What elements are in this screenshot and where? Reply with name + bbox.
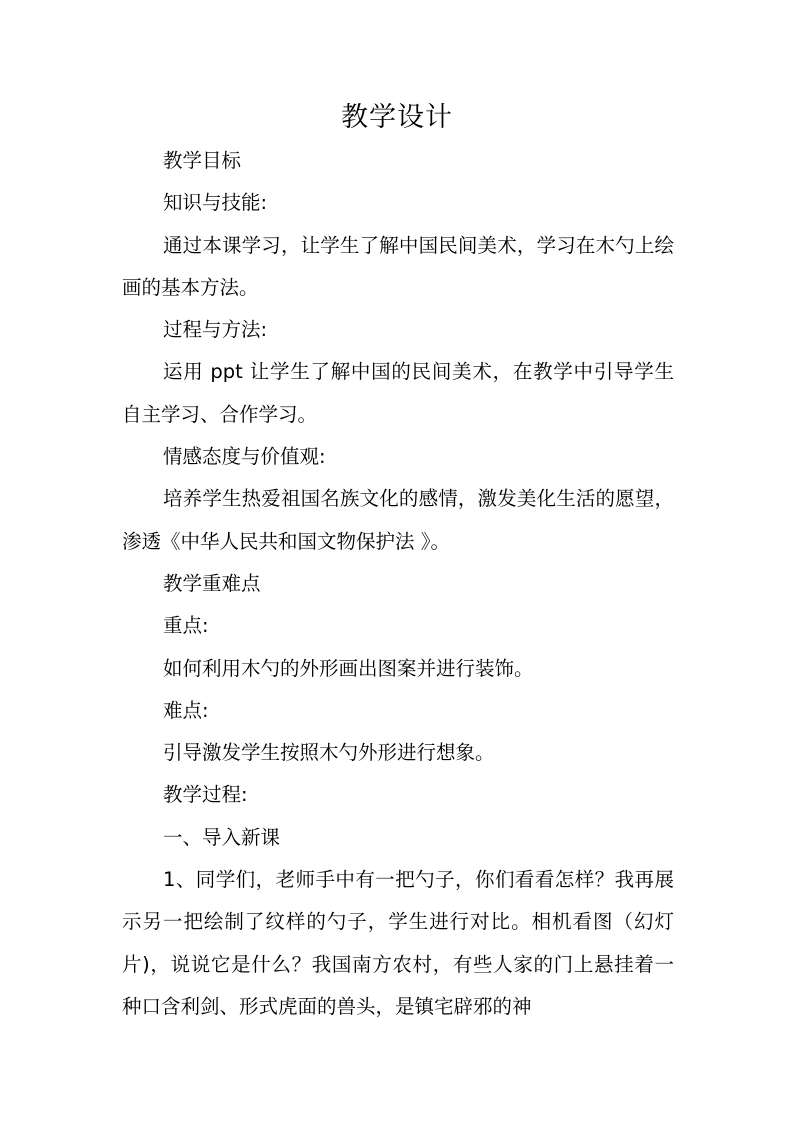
subheading-emotion-values: 情感态度与价值观: <box>163 445 326 469</box>
heading-teaching-process: 教学过程: <box>163 783 248 807</box>
document-body <box>122 140 674 1028</box>
subheading-introduce-lesson: 一、导入新课 <box>163 825 281 849</box>
document-title: 教学设计 <box>341 102 453 133</box>
subheading-key-point: 重点: <box>163 614 209 638</box>
heading-key-difficult-points: 教学重难点 <box>163 571 261 595</box>
paragraph-emotion-values: 培养学生热爱祖国名族文化的感情，激发美化生活的愿望，渗透《中华人民共和国文物保护法 》。 <box>122 487 674 553</box>
paragraph-key-point: 如何利用木勺的外形画出图案并进行装饰。 <box>163 656 534 680</box>
paragraph-introduce-lesson: 1、同学们，老师手中有一把勺子，你们看看怎样？我再展示另一把绘制了纹样的勺子，学生进行对比。相机看图（幻灯片)，说说它是什么？我国南方农村，有些人家的门上悬挂着一种口含利剑、形式虎面的兽头，是镇宅辟邪的神 <box>122 868 674 1018</box>
subheading-knowledge-skills: 知识与技能: <box>163 191 268 215</box>
heading-teaching-objectives: 教学目标 <box>163 149 242 172</box>
subheading-process-methods: 过程与方法: <box>163 318 268 342</box>
paragraph-difficult-point: 引导激发学生按照木勺外形进行想象。 <box>163 741 495 765</box>
paragraph-process-methods: 运用 ppt 让学生了解中国的民间美术，在教学中引导学生自主学习、合作学习。 <box>122 360 674 426</box>
subheading-difficult-point: 难点: <box>163 698 209 722</box>
paragraph-knowledge-skills: 通过本课学习，让学生了解中国民间美术，学习在木勺上绘画的基本方法。 <box>122 233 674 299</box>
